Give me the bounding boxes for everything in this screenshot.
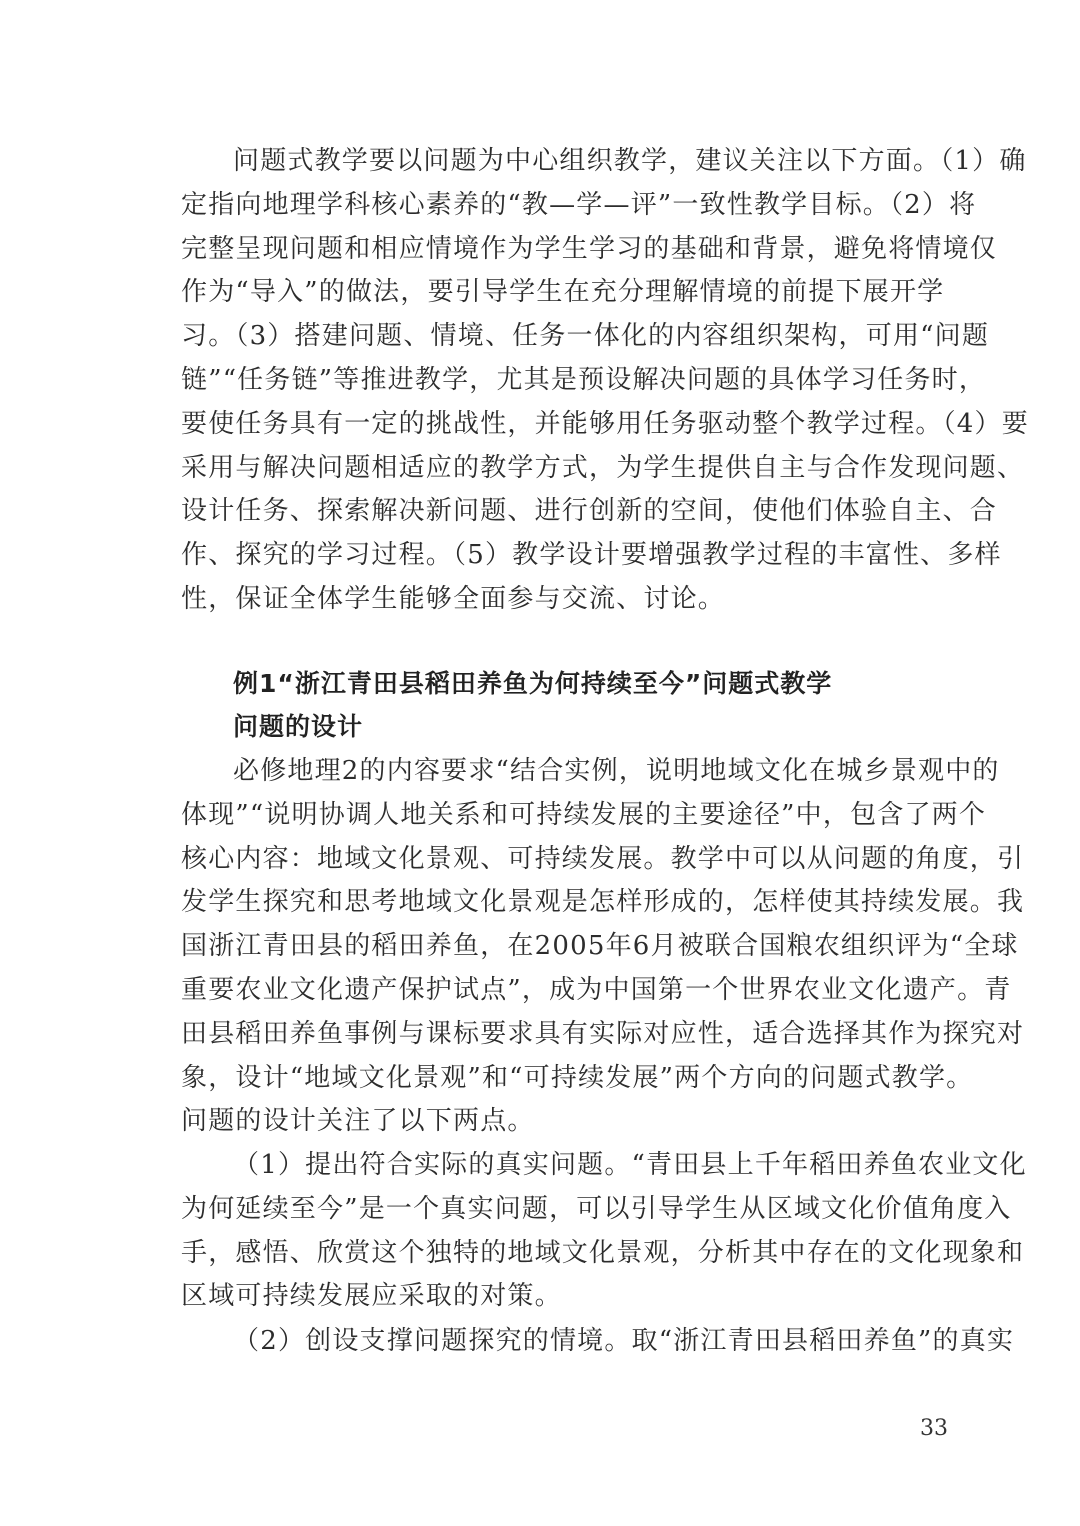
text-line: 发学生探究和思考地域文化景观是怎样形成的，怎样使其持续发展。我 [181, 887, 1025, 918]
text-line: 田县稻田养鱼事例与课标要求具有实际对应性，适合选择其作为探究对 [181, 1018, 1025, 1049]
text-line: 采用与解决问题相适应的教学方式，为学生提供自主与合作发现问题、 [181, 452, 1025, 483]
paragraph-teaching-suggestions [181, 140, 1029, 622]
text-line: 链”“任务链”等推进教学，尤其是预设解决问题的具体学习任务时， [181, 364, 987, 395]
paragraph-problem-design [181, 750, 1025, 1144]
text-line: 习。（3）搭建问题、情境、任务一体化的内容组织架构，可用“问题 [181, 321, 990, 352]
section-heading: 问题的设计 [233, 712, 364, 741]
text-line: 完整呈现问题和相应情境作为学生学习的基础和背景，避免将情境仅 [181, 233, 998, 264]
text-line: 问题式教学要以问题为中心组织教学，建议关注以下方面。（1）确 [233, 146, 1027, 176]
text-line: 核心内容：地域文化景观、可持续发展。教学中可以从问题的角度，引 [181, 843, 1025, 874]
page-number: 33 [920, 1416, 948, 1441]
text-line: 作为“导入”的做法，要引导学生在充分理解情境的前提下展开学 [181, 277, 945, 308]
text-line: （2）创设支撑问题探究的情境。取“浙江青田县稻田养鱼”的真实 [233, 1326, 1015, 1356]
text-line: 重要农业文化遗产保护试点”，成为中国第一个世界农业文化遗产。青 [181, 974, 1012, 1005]
text-line: 为何延续至今”是一个真实问题，可以引导学生从区域文化价值角度入 [181, 1193, 1012, 1224]
text-line: 要使任务具有一定的挑战性，并能够用任务驱动整个教学过程。（4）要 [181, 408, 1029, 439]
text-line: 作、探究的学习过程。（5）教学设计要增强教学过程的丰富性、多样 [181, 540, 1002, 571]
paragraph-point-2 [181, 1320, 1015, 1364]
text-line: 定指向地理学科核心素养的“教—学—评”一致性教学目标。（2）将 [181, 189, 977, 220]
text-line: 性，保证全体学生能够全面参与交流、讨论。 [181, 583, 726, 614]
text-line: 必修地理2的内容要求“结合实例，说明地域文化在城乡景观中的 [233, 756, 1000, 786]
text-line: 手，感悟、欣赏这个独特的地域文化景观，分析其中存在的文化现象和 [181, 1237, 1025, 1268]
text-line: 设计任务、探索解决新问题、进行创新的空间，使他们体验自主、合 [181, 496, 998, 527]
paragraph-point-1 [181, 1144, 1027, 1319]
text-line: 体现”“说明协调人地关系和可持续发展的主要途径”中，包含了两个 [181, 799, 987, 830]
text-line: （1）提出符合实际的真实问题。“青田县上千年稻田养鱼农业文化 [233, 1150, 1027, 1180]
text-line: 国浙江青田县的稻田养鱼，在2005年6月被联合国粮农组织评为“全球 [181, 931, 1019, 962]
text-line: 区域可持续发展应采取的对策。 [181, 1281, 562, 1312]
text-line: 象，设计“地域文化景观”和“可持续发展”两个方向的问题式教学。 [181, 1062, 974, 1093]
example-heading: 例1“浙江青田县稻田养鱼为何持续至今”问题式教学 [233, 669, 833, 698]
text-line: 问题的设计关注了以下两点。 [181, 1106, 535, 1137]
